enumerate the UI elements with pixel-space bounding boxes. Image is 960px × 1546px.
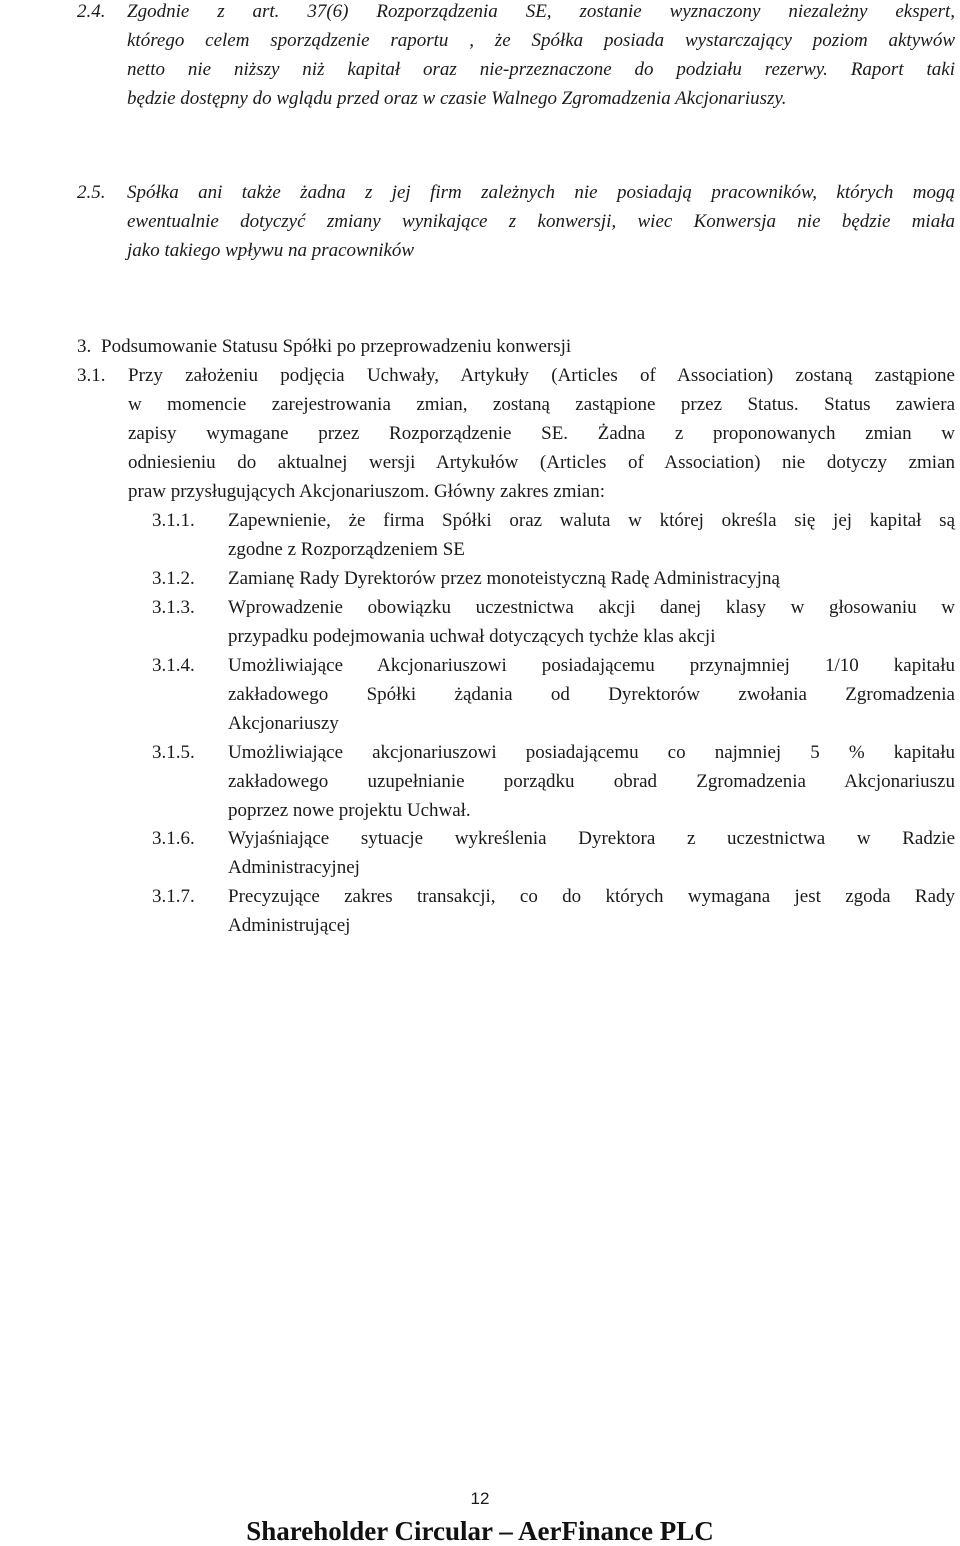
paragraph-line: netto nie niższy niż kapitał oraz nie-przeznaczone do podziału rezerwy. Raport taki [127, 59, 955, 80]
item-line: Administrującej [228, 915, 351, 936]
item-line: zgodne z Rozporządzeniem SE [228, 539, 465, 560]
item-line: Umożliwiające Akcjonariuszowi posiadającemu przynajmniej 1/10 kapitału [228, 655, 955, 676]
item-line: Zapewnienie, że firma Spółki oraz waluta w której określa się jej kapitał są [228, 510, 955, 531]
item-number: 3.1.7. [152, 886, 195, 907]
paragraph-line: praw przysługujących Akcjonariuszom. Główny zakres zmian: [128, 481, 605, 502]
item-line: Umożliwiające akcjonariuszowi posiadającemu co najmniej 5 % kapitału [228, 742, 955, 763]
paragraph-line: zapisy wymagane przez Rozporządzenie SE. Żadna z proponowanych zmian w [128, 423, 955, 444]
page-number: 12 [470, 1489, 490, 1508]
item-line: Zamianę Rady Dyrektorów przez monoteistyczną Radę Administracyjną [228, 568, 780, 589]
item-line: Precyzujące zakres transakcji, co do których wymagana jest zgoda Rady [228, 886, 955, 907]
footer-title: Shareholder Circular – AerFinance PLC [246, 1516, 714, 1546]
item-line: Wyjaśniające sytuacje wykreślenia Dyrektora z uczestnictwa w Radzie [228, 828, 955, 849]
item-number: 3.1.3. [152, 597, 195, 618]
item-line: Akcjonariuszy [228, 713, 339, 734]
item-line: przypadku podejmowania uchwał dotyczących tychże klas akcji [228, 626, 716, 647]
item-line: Wprowadzenie obowiązku uczestnictwa akcji danej klasy w głosowaniu w [228, 597, 955, 618]
item-line: zakładowego uzupełnianie porządku obrad Zgromadzenia Akcjonariuszu [228, 771, 955, 792]
item-number: 3.1.6. [152, 828, 195, 849]
section-number: 3.1. [77, 365, 106, 386]
item-number: 3.1.1. [152, 510, 195, 531]
section-number: 2.5. [77, 182, 106, 203]
paragraph-line: Przy założeniu podjęcia Uchwały, Artykuły (Articles of Association) zostaną zastąpione [128, 365, 955, 386]
paragraph-line: jako takiego wpływu na pracowników [127, 240, 415, 261]
paragraph-line: Spółka ani także żadna z jej firm zależnych nie posiadają pracowników, których mogą [127, 182, 955, 203]
section-number: 2.4. [77, 1, 106, 22]
item-line: Administracyjnej [228, 857, 360, 878]
item-number: 3.1.5. [152, 742, 195, 763]
paragraph-line: ewentualnie dotyczyć zmiany wynikające z konwersji, wiec Konwersja nie będzie miała [127, 211, 955, 232]
paragraph-line: będzie dostępny do wglądu przed oraz w czasie Walnego Zgromadzenia Akcjonariuszy. [127, 88, 787, 109]
section-number: 3. [77, 336, 92, 357]
paragraph-line: którego celem sporządzenie raportu , że Spółka posiada wystarczający poziom aktywów [127, 30, 955, 51]
item-number: 3.1.2. [152, 568, 195, 589]
item-line: zakładowego Spółki żądania od Dyrektorów zwołania Zgromadzenia [228, 684, 955, 705]
item-number: 3.1.4. [152, 655, 195, 676]
paragraph-line: w momencie zarejestrowania zmian, zostaną zastąpione przez Status. Status zawiera [128, 394, 955, 415]
paragraph-line: odniesieniu do aktualnej wersji Artykułów (Articles of Association) nie dotyczy zmian [128, 452, 955, 473]
section-heading: Podsumowanie Statusu Spółki po przeprowadzeniu konwersji [101, 336, 572, 357]
item-line: poprzez nowe projektu Uchwał. [228, 800, 471, 821]
paragraph-line: Zgodnie z art. 37(6) Rozporządzenia SE, zostanie wyznaczony niezależny ekspert, [127, 1, 955, 22]
